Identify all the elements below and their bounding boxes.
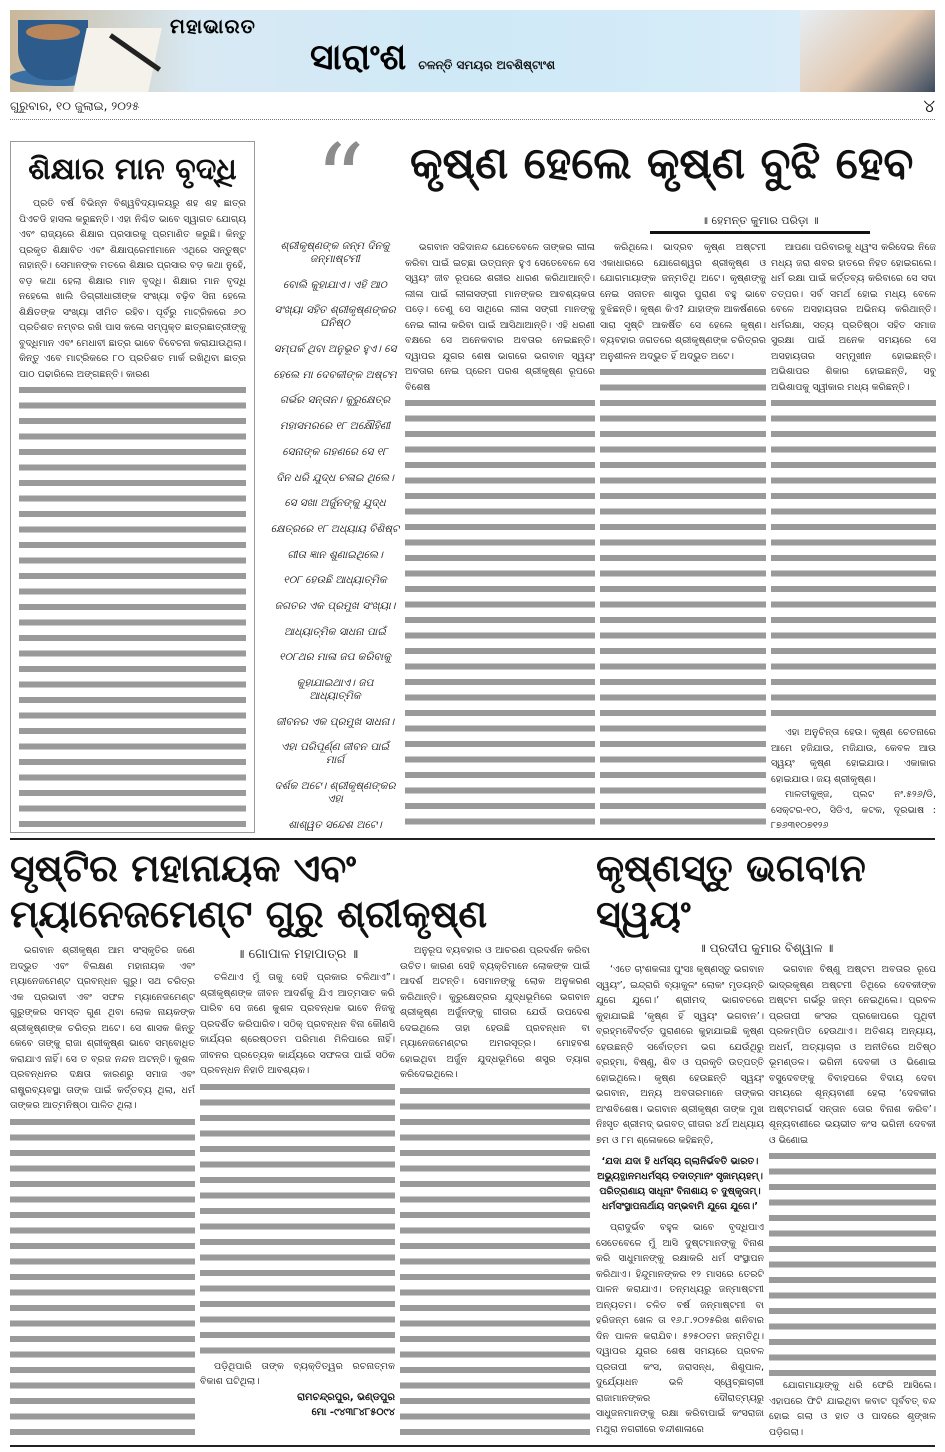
column-text-continued (771, 395, 936, 725)
column-text-continued (10, 1114, 195, 1440)
writing-hand-graphic (800, 10, 935, 92)
pull-quote-line: ହେଲେ ମା ଦେବକୀଙ୍କ ଅଷ୍ଟମ (273, 368, 397, 381)
pull-quote-line: ସମ୍ପର୍କ ଥିବା ଅନୁଭୂତ ହୁଏ। ସେ (273, 343, 397, 356)
dateline (10, 96, 935, 117)
pull-quote-line: ଏହା ପରିପୂର୍ଣ୍ଣ ଜୀବନ ପାଇଁ ମାର୍ଗ (280, 741, 390, 767)
pull-quote-line: ଶ୍ରୀକୃଷ୍ଣଙ୍କ ଜନ୍ମ ଦିନକୁ ଜନ୍ମାଷ୍ଟମୀ (280, 240, 390, 265)
shloka-line: ଧର୍ମସଂସ୍ଥାପନାର୍ଥାୟ ସମ୍ଭବାମି ଯୁଗେ ଯୁଗେ।’ (601, 1201, 759, 1213)
divider (10, 119, 935, 120)
column-text: ଯୋଗମାୟାଙ୍କୁ ଧରି ଫେରି ଆସିଲେ। ଏହାପରେ ଫିଟି ଯାଇଥିବା କବାଟ ପୂର୍ବବତ୍ ବନ୍ଦ ହୋଇ ଗଲା ଓ ହାତ ଓ ପାଦରେ ଶୃଙ୍ଖଳ ପଡ଼ିଗଲା। (769, 1380, 936, 1438)
pull-quote-line: ୧୦୮ଥର ମାଳା ଜପ କରିବାକୁ (279, 651, 391, 664)
quote-mark-icon: “ (315, 132, 365, 212)
author-phone: ମୋ -୯୪୩୮୪୮୫୦୯୪ (311, 1406, 395, 1418)
editorial-body: ପ୍ରତି ବର୍ଷ ବିଭିନ୍ନ ବିଶ୍ୱବିଦ୍ୟାଳୟରୁ ଶହ ଶହ ଛାତ୍ର ପିଏଚଡି ହାସଲ କରୁଛନ୍ତି। ଏହା ନିଶ୍ଚିତ ଭାବେ ସ୍ୱାଗତ ଯୋଗ୍ୟ ଏବଂ ରାଜ୍ୟରେ ଶିକ୍ଷାର ପ୍ରସାରକୁ ପ୍ରମାଣିତ କରୁଛି। କିନ୍ତୁ ପ୍ରକୃତ ଶିକ୍ଷାବିତ ଏବଂ ଶିକ୍ଷାପ୍ରେମୀମାନେ ଏଥିରେ ସନ୍ତୁଷ୍ଟ ନାହାନ୍ତି। ସେମାନଙ୍କ ମତରେ ଶିକ୍ଷାର ପ୍ରସାର ବଡ଼ କଥା ନୁହେଁ, ବଡ଼ କଥା ହେଲା ଶିକ୍ଷାର ମାନ ବୃଦ୍ଧି। ଶିକ୍ଷାର ମାନ ବୃଦ୍ଧି ନହେଲେ ଖାଲି ଡିଗ୍ରୀଧାରୀଙ୍କ ସଂଖ୍ୟା ବଢ଼ିବ ସିନା ହେଲେ ଶିକ୍ଷିତଙ୍କ ସଂଖ୍ୟା ସୀମିତ ରହିବ। ପୂର୍ବରୁ ମାଟ୍ରିକରେ ୬୦ ପ୍ରତିଶତ ନମ୍ବର ରଖି ପାସ କଲେ ସମ୍ପୃକ୍ତ ଛାତ୍ରଛାତ୍ରୀଙ୍କୁ ବୁଦ୍ଧିମାନ ଏବଂ ମେଧାବୀ ଛାତ୍ର ଭାବେ ବିବେଚନା କରାଯାଉଥିଲା। କିନ୍ତୁ ଏବେ ମାଟ୍ରିକରେ ୮୦ ପ୍ରତିଶତ ମାର୍କ ରଖିଥିବା ଛାତ୍ର ପାଠ ପଢାରିଲେ ଅଙ୍ଗଛନ୍ତି। କାରଣ (19, 198, 246, 380)
column-text-continued (200, 1079, 395, 1359)
pull-quote-line: ଗର୍ଭର ସନ୍ତାନ। କୁରୁକ୍ଷେତ୍ର (279, 394, 391, 407)
issue-date: ଗୁରୁବାର, ୧୦ ଜୁଲାଇ, ୨୦୨୫ (10, 99, 140, 113)
author-address: ମାଳତୀକୁଞ୍ଜ, ପ୍ଲଟ ନଂ.୫୨୬/ଡି, ସେକ୍ଟର-୧୦, ସିଡିଏ, କଟକ, ଦୂରଭାଷ : ୮୭୬୩୧୦୭୧୨୬ (771, 789, 936, 831)
column-text-continued (600, 364, 766, 832)
editorial-title: ଶିକ୍ଷାର ମାନ ବୃଦ୍ଧି (28, 152, 237, 187)
column-text: ଭଗବାନ ଶ୍ରୀକୃଷ୍ଣ ଆମ ସଂସ୍କୃତିର ଜଣେ ଅଦ୍ଭୁତ ଏବଂ ବିଲକ୍ଷଣ ମହାନାୟକ ଏବଂ ମ୍ୟାନେଜମେଣ୍ଟ ପ୍ରବନ୍ଧନ ଗୁରୁ। ସଥ ଚରିତ୍ର ଏକ ପ୍ରଭାବୀ ଏବଂ ସଫଳ ମ୍ୟାନେଜମେଣ୍ଟ ଗୁରୁଙ୍କର ସମସ୍ତ ଗୁଣ ଥିବା ଲୋକ ନାୟକଙ୍କ ଶ୍ରୀକୃଷ୍ଣଙ୍କ ଚରିତ୍ର ଅଟେ। ସେ ଶାସକ କିନ୍ତୁ କେବେ ତାଙ୍କୁ ରାଜା ଶ୍ରୀକୃଷ୍ଣ ଭାବେ ସମ୍ବୋଧିତ କରାଯାଏ ନାହିଁ। ସେ ତ ବ୍ରଜ ନନ୍ଦନ ଅଟନ୍ତି। କୁଶଳ ପ୍ରବନ୍ଧନର ଦକ୍ଷତା କାରଣରୁ ସମାଜ ଏବଂ ରାଷ୍ଟ୍ରବ୍ୟବସ୍ଥା ତାଙ୍କ ପାଇଁ କର୍ତ୍ତବ୍ୟ ଥିଲା, ଧର୍ମ ତାଙ୍କର ଆତ୍ମନିଷ୍ଠା ପାଳିତ ଥିଲା। (10, 945, 195, 1112)
shloka-line: ପରିତ୍ରାଣାୟ ସାଧୂନାଂ ବିନାଶାୟ ଚ ଦୁଷ୍କୃତାମ୍। (599, 1186, 761, 1198)
column-text: କରିଥିଲେ। ଭାଦ୍ରବ କୃଷ୍ଣ ଅଷ୍ଟମୀ ଏକାଧାରରେ ଯୋଗେଶ୍ୱର ଶ୍ରୀକୃଷ୍ଣ ଓ ଯୋଗମାୟାଙ୍କ ଜନ୍ମତିଥି ଅଟେ। କୃଷ୍ଣଙ୍କୁ ନେଇ ସନାତନ ଶାସ୍ତ୍ର ପୁରାଣ ବହୁ ଭାବେ ବୁଝିଛନ୍ତି। କୃଷ୍ଣ କିଏ? ଯାହାଙ୍କ ଆକର୍ଷଣରେ ସାରା ସୃଷ୍ଟି ଆକର୍ଷିତ ସେ ହେଲେ କୃଷ୍ଣ। ବ୍ୟବହାର ଜଗତରେ ଶ୍ରୀକୃଷ୍ଣଙ୍କ ଚରିତ୍ରର ଅନୁଶୀଳନ ଅଦ୍ଭୁତ ହିଁ ଅଦ୍ଭୁତ ଅଟେ। (600, 242, 766, 362)
pull-quote-line: ଦିନ ଧରି ଯୁଦ୍ଧ ଚଳାଇ ଥିଲେ। (276, 471, 394, 484)
pull-quote-line: ଶାଶ୍ୱତ ସନ୍ଦେଶ ଅଟେ। (288, 818, 382, 831)
bottom-section (10, 846, 936, 1440)
avatar-column-2 (769, 962, 936, 1440)
pull-quote-line: ସଂଖ୍ୟା ସହିତ ଶ୍ରୀକୃଷ୍ଣଙ୍କର ଘନିଷ୍ଠ (274, 304, 396, 330)
bottom-rule (10, 1445, 935, 1447)
pull-quote-line: ସେନାଙ୍କ ଗହଣରେ ସେ ୧୮ (282, 445, 388, 458)
feature-headline: କୃଷ୍ଣ ହେଲେ କୃଷ୍ଣ ବୁଝି ହେବ (410, 138, 914, 189)
feature-article (270, 132, 936, 832)
column-text: ଅନୁରୂପ ବ୍ୟବହାର ଓ ଆଚରଣ ପ୍ରଦର୍ଶନ କରିବା ଉଚିତ। କାରଣ ସେହି ବ୍ୟକ୍ତିମାନେ ଲୋକଙ୍କ ପାଇଁ ଆଦର୍ଶ ଅଟନ୍ତି। ସେମାନଙ୍କୁ ଲୋକ ଅନୁକରଣ କରିଥାନ୍ତି। କୁରୁକ୍ଷେତ୍ରର ଯୁଦ୍ଧଭୂମିରେ ଭଗବାନ ଶ୍ରୀକୃଷ୍ଣ ଅର୍ଜୁନଙ୍କୁ ଗୀତାର ଯେଉଁ ଉପଦେଶ ଦେଇଥିଲେ ତାହା ହେଉଛି ପ୍ରବନ୍ଧନ ବା ମ୍ୟାନେଜମେଣ୍ଟର ଅମରସୂତ୍ର। ମୋହବଶ ହୋଇଥିବା ଅର୍ଜୁନ ଯୁଦ୍ଧଭୂମିରେ ଶସ୍ତ୍ର ତ୍ୟାଗ କରିଦେଇଥିଲେ। (400, 945, 590, 1081)
column-text-continued (405, 395, 595, 832)
column-text: ଏହା ଅନୁଚିନ୍ତା ହେଉ। କୃଷ୍ଣ ଚେତନାରେ ଆମେ ହଜିଯାଉ, ମଜିଯାଉ, କେବଳ ଆଉ ସ୍ୱୟଂ କୃଷ୍ଣ ହୋଇଯାଉ। ଏକାକାର ହୋଇଯାଉ। ଜୟ ଶ୍ରୀକୃଷ୍ଣ। (771, 727, 936, 785)
pull-quote-line: ମହାସମରରେ ୧୮ ଅକ୍ଷୌହିଣୀ (279, 420, 391, 433)
pull-quote-line: କ୍ଷେତ୍ରରେ ୧୮ ଅଧ୍ୟାୟ ବିଶିଷ୍ଟ (270, 522, 400, 535)
byline-rule (650, 231, 870, 234)
masthead-banner (10, 10, 935, 92)
pull-quote (270, 240, 400, 832)
column-text-continued (769, 1148, 936, 1378)
pull-quote-line: ଗୀତା ଜ୍ଞାନ ଶୁଣାଇଥିଲେ। (287, 548, 383, 561)
newspaper-logo: ମହାଭାରତ (170, 14, 256, 38)
shloka-line: ଅଭ୍ୟୁତ୍ଥାନମଧର୍ମସ୍ୟ ତଦାତ୍ମାନଂ ସୃଜାମ୍ୟହମ୍। (597, 1171, 763, 1183)
feature-column-2 (600, 240, 766, 832)
shloka-line: ‘ଯଦା ଯଦା ହି ଧର୍ମସ୍ୟ ଗ୍ଲାନିର୍ଭବତି ଭାରତ। (601, 1156, 759, 1168)
section-title-row (310, 37, 790, 78)
column-text: ‘ଏତେ ଚାଂଶକଳାଃ ପୁଂସଃ କୃଷ୍ଣସ୍ତୁ ଭଗବାନ ସ୍ୱୟଂ’, ଇନ୍ଦ୍ରାରି ବ୍ୟାକୁଳଂ ଲୋକଂ ମୃଡୟନ୍ତି ଯୁଗେ ଯୁଗେ।’ ଶ୍ରୀମଦ୍ ଭାଗବତରେ କୁହାଯାଇଛି ‘କୃଷ୍ଣ ହିଁ ସ୍ୱୟଂ ଭଗବାନ’। ବ୍ରହ୍ମବୈବର୍ତ୍ତ ପୁରାଣରେ କୁହାଯାଇଛି କୃଷ୍ଣ ହେଉଛନ୍ତି ସର୍ବୋତ୍ତମ ଭଗ ଯେଉଁଥିରୁ ବ୍ରହ୍ମା, ବିଷ୍ଣୁ, ଶିବ ଓ ପ୍ରକୃତି ଉତ୍ପତ୍ତି ହୋଇଥିଲେ। କୃଷ୍ଣ ହେଉଛନ୍ତି ସ୍ୱୟଂ ଭଗବାନ, ଅନ୍ୟ ଅବତାରମାନେ ତାଙ୍କର ଅଂଶବିଶେଷ। ଭଗବାନ ଶ୍ରୀକୃଷ୍ଣ ତାଙ୍କ ମୁଖ ନିଃସୃତ ଶ୍ରୀମଦ୍ ଭଗବତ୍ ଗୀତାର ୪ର୍ଥ ଅଧ୍ୟାୟ ୭ମ ଓ ୮ମ ଶ୍ଳୋକରେ କହିଛନ୍ତି, (596, 964, 764, 1146)
pull-quote-line: ଜୀବନର ଏକ ପ୍ରମୁଖ ସାଧନା। (275, 715, 395, 728)
pull-quote-line: କୁହାଯାଇଥାଏ। ଜପ ଆଧ୍ୟାତ୍ମିକ (296, 677, 374, 702)
management-column-1 (10, 943, 195, 1440)
avatar-columns (596, 962, 936, 1440)
management-article (10, 846, 590, 1440)
feature-columns (270, 240, 936, 832)
pull-quote-line: ୧୦୮ ହେଉଛି ଆଧ୍ୟାତ୍ମିକ (283, 574, 387, 587)
section-title: ସାରାଂଶ (310, 37, 407, 78)
column-text: ଚଳିଥାଏ ମୁଁ ତାକୁ ସେହି ପ୍ରକାର ଚଳିଥାଏ”। ଶ୍ରୀକୃଷ୍ଣଙ୍କ ଜୀବନ ଆଦର୍ଶକୁ ଯିଏ ଆତ୍ମସାତ କରି ପାରିବ ସେ ଜଣେ କୁଶଳ ପ୍ରବନ୍ଧକ ଭାବେ ନିଜକୁ ପ୍ରଦର୍ଶିତ କରିପାରିବ। ସଠିକ୍ ପ୍ରବନ୍ଧନ ବିନା କୌଣସି କାର୍ଯ୍ୟର ଶ୍ରେଷ୍ଠତମ ପରିମାଣ ମିଳିପାରେ ନାହିଁ। ଜୀବନର ପ୍ରତ୍ୟେକ କାର୍ଯ୍ୟରେ ସଫଳତା ପାଇଁ ସଠିକ ପ୍ରବନ୍ଧନ ନିହାତି ଆବଶ୍ୟକ। (200, 972, 395, 1077)
pull-quote-line: ଆଧ୍ୟାତ୍ମିକ ସାଧନା ପାଇଁ (284, 625, 386, 638)
editorial-box (10, 141, 255, 833)
pull-quote-line: ସେ ସଖା ଅର୍ଜୁନଙ୍କୁ ଯୁଦ୍ଧ (284, 497, 386, 510)
column-text: ପ୍ରାଦୁର୍ଭବ ବହୁଳ ଭାବେ ବୃଦ୍ଧିପାଏ ସେତେବେଳେ ମୁଁ ଆସି ଦୁଷ୍ଟମାନଙ୍କୁ ବିନାଶ କରି ସାଧୁମାନଙ୍କୁ ରକ୍ଷାକରି ଧର୍ମ ସଂସ୍ଥାପନ କରିଥାଏ। ହିନ୍ଦୁମାନଙ୍କର ୧୨ ମାସରେ ତେରଟି ପାଳନ କରାଯାଏ। ତନ୍ମଧ୍ୟରୁ ଜନ୍ମାଷ୍ଟମୀ ଅନ୍ୟତମ। ଚଳିତ ବର୍ଷ ଜନ୍ମାଷ୍ଟମୀ ବା ହରିଜନ୍ମ ଖେଳ ତା ୧୬.୮.୨୦୨୫ରିଖ ଶନିବାର ଦିନ ପାଳନ କରାଯିବ। ୫୨୫୦ତମ ଜନ୍ମତିଥି। ଦ୍ୱାପର ଯୁଗର ଶେଷ ସମୟରେ ପ୍ରବଳ ପ୍ରତାପୀ କଂସ, ଜରାସନ୍ଧ, ଶିଶୁପାଳ, ଦୁର୍ଯ୍ୟୋଧନ ଭଳି ସ୍ୱେଚ୍ଛାଚାରୀ ରାଜାମାନଙ୍କର ଦୌରାତ୍ମ୍ୟରୁ ସାଧୁଜନମାନଙ୍କୁ ରକ୍ଷା କରିବାପାଇଁ କଂସରାଜା ମଥୁରା ନଗରୀରେ ବନ୍ଦୀଶାଳାରେ (596, 1222, 764, 1435)
feature-column-3 (771, 240, 936, 832)
pull-quote-line: ଦର୍ଶକ ଅଟେ। ଶ୍ରୀକୃଷ୍ଣଙ୍କର ଏହା (274, 780, 396, 806)
editorial-text-continued (19, 382, 246, 833)
management-byline: ॥ ଗୋପାଳ ମହାପାତ୍ର ॥ (236, 947, 359, 963)
avatar-column-1 (596, 962, 764, 1440)
avatar-byline: ॥ ପ୍ରଦୀପ କୁମାର ବିଶ୍ୱାଳ ॥ (698, 941, 834, 956)
shloka (596, 1154, 764, 1214)
pull-quote-line: ବୋଲି କୁହାଯାଏ। ଏହି ଆଠ (283, 278, 387, 291)
management-columns (10, 943, 590, 1440)
page-number: ୪ (923, 96, 935, 117)
section-divider (10, 838, 935, 840)
management-column-2 (200, 943, 395, 1440)
author-place: ରାମଚନ୍ଦ୍ରପୁର, ଭଣ୍ଡପୁର (297, 1391, 395, 1403)
avatar-article (596, 846, 936, 1440)
feature-byline: ॥ ହେମନ୍ତ କୁମାର ପରିଡ଼ା ॥ (701, 214, 819, 227)
section-tagline: ଚଳନ୍ତି ସମୟର ଅବଶିଷ୍ଟାଂଶ (418, 58, 556, 72)
column-text: ଆପଣା ପରିବାରକୁ ଧ୍ୱଂସ କରିଦେଇ ନିଜେ ମଧ୍ୟ ଜରା ଶବର ହାତରେ ନିହତ ହୋଇଗଲେ। ଧର୍ମ ରକ୍ଷା ପାଇଁ କର୍ତ୍ତବ୍ୟ କରିବାରେ ସେ ସଦା ତତ୍ପର। ସର୍ବ ସମର୍ଥ ହୋଇ ମଧ୍ୟ ବେଳେ ବେଳେ ଅସହାୟତାର ଅଭିନୟ କରିଥାନ୍ତି। ଧର୍ମରକ୍ଷା, ସତ୍ୟ ପ୍ରତିଷ୍ଠା ସହିତ ସମାଜ ସୁରକ୍ଷା ପାଇଁ ଅନେକ ସମୟରେ ସେ ଅସହାୟତାର ସମ୍ମୁଖୀନ ହୋଇଛନ୍ତି। ଅଭିଶାପର ଶିକାର ହୋଇଛନ୍ତି, ସବୁ ଅଭିଶାପକୁ ସ୍ୱୀକାର ମଧ୍ୟ କରିଛନ୍ତି। (771, 242, 936, 393)
feature-column-1 (405, 240, 595, 832)
management-column-3 (400, 943, 590, 1440)
management-headline: ସୃଷ୍ଟିର ମହାନାୟକ ଏବଂ ମ୍ୟାନେଜମେଣ୍ଟ ଗୁରୁ ଶ୍ରୀକୃଷ୍ଣ (10, 846, 488, 936)
feature-header (270, 132, 936, 212)
pull-quote-line: ଜଗତର ଏକ ପ୍ରମୁଖ ସଂଖ୍ୟା। (274, 599, 396, 612)
avatar-headline: କୃଷ୍ଣସ୍ତୁ ଭଗବାନ ସ୍ୱୟଂ (596, 846, 866, 936)
feature-byline-block (650, 214, 870, 234)
column-text-continued (400, 1083, 590, 1440)
column-text: ପଡ଼ିଥିପାରି ତାଙ୍କ ବ୍ୟକ୍ତିତ୍ୱର ରଚନାତ୍ମକ ବିକାଶ ଘଟିଥିଲା। (200, 1360, 395, 1388)
column-text: ଭଗବାନ ବିଷ୍ଣୁ ଅଷ୍ଟମ ଅବତାର ରୂପେ ଭାଦ୍ରକୃଷ୍ଣ ଅଷ୍ଟମୀ ତିଥିରେ ଦେବକୀଙ୍କ ଅଷ୍ଟମ ଗର୍ଭରୁ ଜନ୍ମ ନେଇଥିଲେ। ପ୍ରବଳ ପ୍ରତାପୀ କଂସର ପ୍ରକୋପରେ ପୃଥିବୀ ପ୍ରକମ୍ପିତ ହେଉଥାଏ। ଅତିଶୟ ଅନ୍ୟାୟ, ଅଧର୍ମ, ଅତ୍ୟାଚାର ଓ ଅନୀତିରେ ଅତିଷ୍ଠ ଭୂମଣ୍ଡଳ। ଭଗିନୀ ଦେବକୀ ଓ ଭିଣୋଇ ବସୁଦେବଙ୍କୁ ବିବାହପରେ ବିଦାୟ ଦେବା ସମୟରେ ଶୂନ୍ୟବାଣୀ ହେଲା ‘ଦେବକୀର ଅଷ୍ଟମଗର୍ଭ ସନ୍ତାନ ତୋର ବିନାଶ କରିବ’। ଶୂନ୍ୟବାଣୀରେ ଭୟଭୀତ କଂସ ଭଗିନୀ ଦେବକୀ ଓ ଭିଣୋଇ (769, 964, 936, 1146)
column-text: ଭଗବାନ ସଚ୍ଚିଦାନନ୍ଦ ଯେତେବେଳେ ତାଙ୍କର ଲୀଳା କରିବା ପାଇଁ ଇଚ୍ଛା ଉତ୍ପନ୍ନ ହୁଏ ସେତେବେଳେ ସେ ସ୍ୱୟଂ ଜୀବ ରୂପରେ ଶରୀର ଧାରଣ କରିଥାଆନ୍ତି। ଲୀଳା ପାଇଁ ଲୀଳାସଙ୍ଗୀ ମାନଙ୍କର ଆବଶ୍ୟକତା ପଡ଼େ। ତେଣୁ ସେ ସାଥିରେ ଲୀଳା ସଙ୍ଗୀ ମାନଙ୍କୁ ନେଇ ଲୀଳା କରିବା ପାଇଁ ଆସିଥାଆନ୍ତି। ଏହି ଧରଣୀ ବକ୍ଷରେ ସେ ଅନେକବାର ଅବତାର ନେଇଛନ୍ତି। ଦ୍ୱାପର ଯୁଗର ଶେଷ ଭାଗରେ ଭଗବାନ ସ୍ୱୟଂ ଅବତାର ନେଇ ପ୍ରେମ ପରଶ ଶ୍ରୀକୃଷ୍ଣ ରୂପରେ ବିଶେଷ (405, 242, 595, 393)
